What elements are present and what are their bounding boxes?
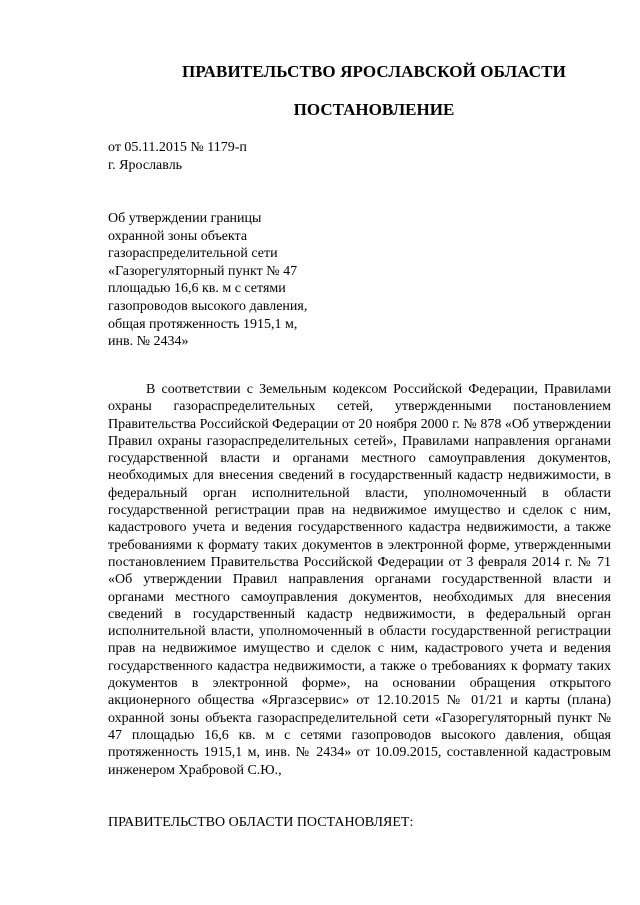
decree-line: ПРАВИТЕЛЬСТВО ОБЛАСТИ ПОСТАНОВЛЯЕТ: bbox=[108, 815, 414, 830]
subject-line: газопроводов высокого давления, bbox=[108, 298, 308, 314]
city: г. Ярославль bbox=[108, 158, 183, 173]
subject-line: газораспределительной сети bbox=[108, 246, 278, 262]
subject-line: охранной зоны объекта bbox=[108, 228, 248, 244]
subject-line: «Газорегуляторный пункт № 47 bbox=[108, 263, 298, 279]
subject-line: общая протяженность 1915,1 м, bbox=[108, 316, 298, 332]
organization-title: ПРАВИТЕЛЬСТВО ЯРОСЛАВСКОЙ ОБЛАСТИ bbox=[182, 62, 566, 81]
document-subject bbox=[108, 210, 348, 351]
subject-line: площадью 16,6 кв. м с сетями bbox=[108, 281, 286, 297]
date-number: от 05.11.2015 № 1179-п bbox=[108, 140, 247, 155]
subject-line: Об утверждении границы bbox=[108, 211, 262, 226]
body-paragraph: В соответствии с Земельным кодексом Российской Федерации, Правилами охраны газораспределительных сетей, утвержденными постановлением Правительства Российской Федерации от 20 ноября 2000 г. № 878 «Об утверждении Правил охраны газораспределительных сетей», Правилами направления органами государственной власти и органами местного самоуправления документов, необходимых для внесения сведений в государственный кадастр недвижимости, в федеральный орган исполнительной власти, уполномоченный в области государственной регистрации прав на недвижимое имущество и сделок с ним, кадастрового учета и ведения государственного кадастра недвижимости, а также требованиями к формату таких документов в электронной форме, утвержденными постановлением Правительства Российской Федерации от 3 февраля 2014 г. № 71 «Об утверждении Правил направления органами государственной власти и органами местного самоуправления документов, необходимых для внесения сведений в государственный кадастр недвижимости, в федеральный орган исполнительной власти, уполномоченный в области государственной регистрации прав на недвижимое имущество и сделок с ним, кадастрового учета и ведения государственного кадастра недвижимости, а также о требованиях к формату таких документов в электронной форме», на основании обращения открытого акционерного общества «Яргазсервис» от 12.10.2015 № 01/21 и карты (плана) охранной зоны объекта газораспределительной сети «Газорегуляторный пункт № 47 площадью 16,6 кв. м с сетями газопроводов высокого давления, общая протяженность 1915,1 м, инв. № 2434» от 10.09.2015, составленной кадастровым инженером Храбровой С.Ю., bbox=[108, 382, 611, 778]
document-type-title: ПОСТАНОВЛЕНИЕ bbox=[293, 100, 455, 119]
subject-line: инв. № 2434» bbox=[108, 334, 189, 350]
document-meta bbox=[108, 139, 247, 175]
